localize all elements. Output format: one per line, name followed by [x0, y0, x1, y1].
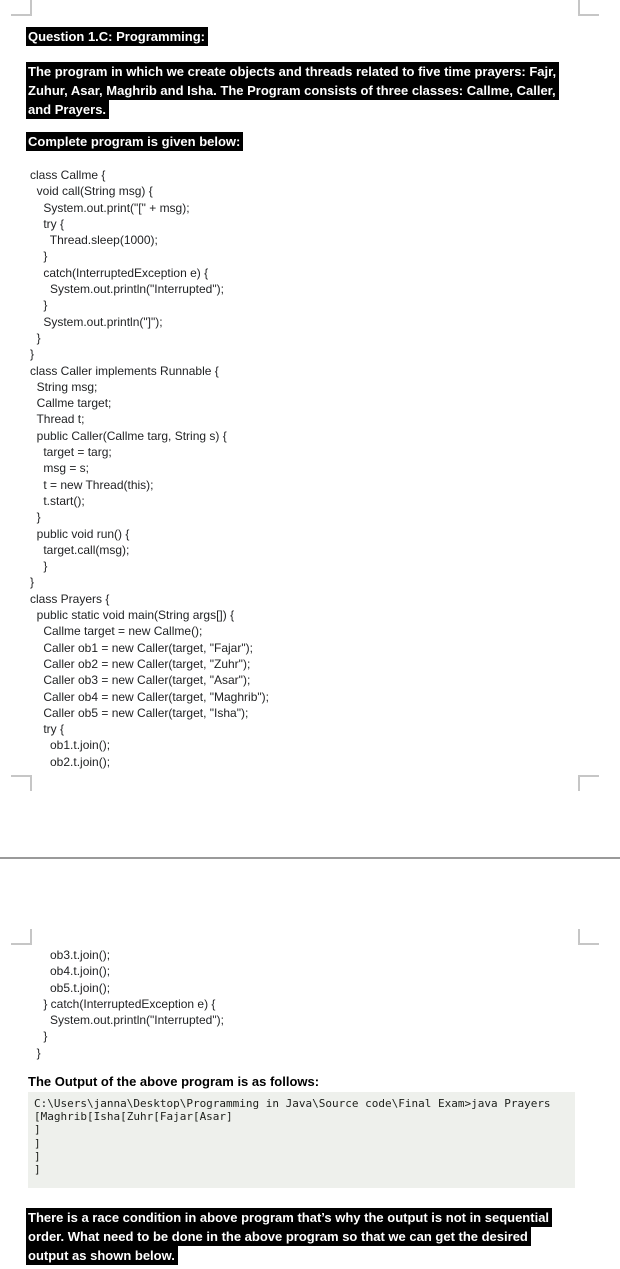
code-line: Caller ob1 = new Caller(target, "Fajar");: [30, 640, 253, 655]
code-line: t.start();: [30, 493, 85, 508]
code-line: String msg;: [30, 379, 98, 394]
code-line: System.out.print("[" + msg);: [30, 200, 190, 215]
code-line: try {: [30, 216, 65, 231]
code-line: catch(InterruptedException e) {: [30, 265, 209, 280]
code-line: Thread t;: [30, 412, 85, 427]
code-line: } catch(InterruptedException e) {: [30, 996, 216, 1011]
code-block-page1: [30, 167, 269, 770]
code-line: ob1.t.join();: [30, 738, 111, 753]
code-line: class Callme {: [30, 168, 106, 182]
question-title-text: Question 1.C: Programming:: [26, 27, 208, 46]
code-line: }: [30, 330, 41, 345]
code-line: }: [30, 249, 48, 264]
code-line: t = new Thread(this);: [30, 477, 154, 492]
intro-paragraph: [26, 62, 559, 119]
code-line: Caller ob4 = new Caller(target, "Maghrib");: [30, 689, 269, 704]
page1-top-right-margin-mark: [578, 0, 599, 16]
code-line: }: [30, 347, 35, 362]
page1-top-left-margin-mark: [11, 0, 32, 16]
code-line: target = targ;: [30, 445, 112, 460]
code-line: Callme target;: [30, 396, 112, 411]
console-line: C:\Users\janna\Desktop\Programming in Java\Source code\Final Exam>java Prayers: [34, 1097, 551, 1110]
page2-top-left-margin-mark: [11, 929, 32, 945]
code-line: public Caller(Callme targ, String s) {: [30, 428, 227, 443]
code-line: Caller ob5 = new Caller(target, "Isha");: [30, 705, 249, 720]
race-condition-paragraph: [26, 1208, 552, 1265]
page2-top-right-margin-mark: [578, 929, 599, 945]
code-line: class Caller implements Runnable {: [30, 363, 219, 378]
code-line: ob5.t.join();: [30, 980, 111, 995]
console-output: [28, 1092, 575, 1188]
code-line: System.out.println("Interrupted");: [30, 282, 224, 297]
code-line: ob4.t.join();: [30, 964, 111, 979]
code-line: target.call(msg);: [30, 542, 130, 557]
intro-paragraph-line: The program in which we create objects and threads related to five time prayers: Fajr,: [26, 62, 559, 81]
code-line: System.out.println("]");: [30, 314, 163, 329]
console-line: ]: [34, 1163, 41, 1177]
code-line: void call(String msg) {: [30, 184, 153, 199]
code-line: ob2.t.join();: [30, 754, 111, 769]
code-line: Caller ob3 = new Caller(target, "Asar");: [30, 673, 251, 688]
question-title: [26, 27, 208, 46]
program-subtitle-text: Complete program is given below:: [26, 132, 243, 151]
code-line: ob3.t.join();: [30, 948, 111, 962]
code-line: }: [30, 575, 35, 590]
page1-bottom-left-margin-mark: [11, 775, 32, 791]
code-line: try {: [30, 722, 65, 737]
page-separator: [0, 857, 620, 859]
console-line: ]: [34, 1149, 41, 1163]
race-paragraph-line: There is a race condition in above program that’s why the output is not in sequential: [26, 1208, 552, 1227]
code-line: }: [30, 559, 48, 574]
console-line: ]: [34, 1123, 41, 1137]
code-line: System.out.println("Interrupted");: [30, 1013, 224, 1028]
code-line: msg = s;: [30, 461, 90, 476]
page1-bottom-right-margin-mark: [578, 775, 599, 791]
code-block-page2: [30, 947, 224, 1061]
code-line: }: [30, 298, 48, 313]
console-line: ]: [34, 1136, 41, 1150]
code-line: public static void main(String args[]) {: [30, 608, 235, 623]
race-paragraph-line: output as shown below.: [26, 1246, 552, 1265]
code-line: Callme target = new Callme();: [30, 624, 203, 639]
code-line: }: [30, 510, 41, 525]
code-line: }: [30, 1029, 48, 1044]
console-line: [Maghrib[Isha[Zuhr[Fajar[Asar]: [34, 1110, 233, 1124]
intro-paragraph-line: Zuhur, Asar, Maghrib and Isha. The Program consists of three classes: Callme, Caller,: [26, 81, 559, 100]
output-heading: The Output of the above program is as follows:: [28, 1074, 320, 1089]
code-line: Caller ob2 = new Caller(target, "Zuhr");: [30, 656, 251, 671]
code-line: class Prayers {: [30, 591, 110, 606]
code-line: public void run() {: [30, 526, 130, 541]
intro-paragraph-line: and Prayers.: [26, 100, 559, 119]
race-paragraph-line: order. What need to be done in the above program so that we can get the desired: [26, 1227, 552, 1246]
code-line: }: [30, 1045, 41, 1060]
program-subtitle: [26, 132, 243, 151]
code-line: Thread.sleep(1000);: [30, 233, 158, 248]
